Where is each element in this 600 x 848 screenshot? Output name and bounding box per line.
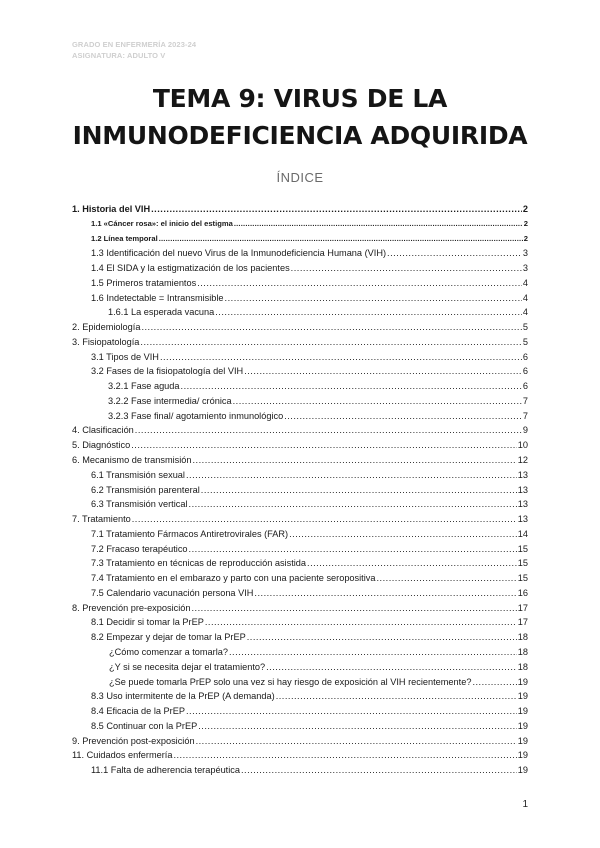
toc-leader: [140, 337, 521, 347]
toc-leader: [289, 529, 517, 539]
toc-entry-label: 11. Cuidados enfermería: [72, 750, 173, 761]
toc-leader: [141, 322, 521, 332]
toc-entry[interactable]: [72, 366, 528, 381]
toc-entry-label: 11.1 Falta de adherencia terapéutica: [91, 765, 240, 776]
toc-entry[interactable]: [72, 721, 528, 736]
toc-leader: [186, 706, 517, 716]
toc-leader: [160, 352, 522, 362]
page-title-line2: INMUNODEFICIENCIA ADQUIRIDA: [72, 121, 528, 150]
toc-entry-label: 6.3 Transmisión vertical: [91, 499, 188, 510]
toc-entry-page: 5: [522, 322, 528, 333]
toc-entry-page: 19: [517, 735, 528, 746]
toc-entry-page: 19: [517, 720, 528, 731]
toc-entry-page: 18: [517, 646, 528, 657]
toc-leader: [193, 455, 517, 465]
toc-entry-page: 19: [517, 676, 528, 687]
toc-entry[interactable]: [72, 204, 528, 219]
toc-entry-page: 7: [522, 395, 528, 406]
toc-entry[interactable]: [72, 219, 528, 234]
toc-entry[interactable]: [72, 455, 528, 470]
toc-entry-page: 16: [517, 587, 528, 598]
toc-entry-label: ¿Y si se necesita dejar el tratamiento?: [109, 661, 266, 672]
toc-entry-page: 9: [522, 425, 528, 436]
toc-entry[interactable]: [72, 293, 528, 308]
toc-leader: [472, 677, 516, 687]
toc-entry-page: 12: [517, 455, 528, 466]
toc-entry-label: 1.2 Línea temporal: [91, 233, 158, 243]
toc-entry-label: ¿Cómo comenzar a tomarla?: [109, 646, 228, 657]
toc-leader: [159, 234, 523, 243]
toc-entry-label: 1.4 El SIDA y la estigmatización de los pacientes: [91, 263, 290, 274]
toc-entry[interactable]: [72, 307, 528, 322]
toc-entry-label: 6.2 Transmisión parenteral: [91, 484, 200, 495]
toc-entry-label: 5. Diagnóstico: [72, 440, 131, 451]
toc-leader: [276, 691, 517, 701]
toc-entry-label: 7.4 Tratamiento en el embarazo y parto con una paciente seropositiva: [91, 573, 376, 584]
toc-entry-page: 2: [523, 218, 528, 228]
toc-entry[interactable]: [72, 617, 528, 632]
toc-entry-page: 15: [517, 543, 528, 554]
page-number: 1: [522, 799, 528, 810]
header-subject: ASIGNATURA: ADULTO V: [72, 51, 166, 60]
toc-entry-label: 8.4 Eficacia de la PrEP: [91, 706, 185, 717]
toc-entry[interactable]: [72, 765, 528, 780]
toc-entry-page: 7: [522, 410, 528, 421]
toc-entry[interactable]: [72, 396, 528, 411]
page-title-line1: TEMA 9: VIRUS DE LA: [152, 84, 448, 113]
toc-entry-label: ¿Se puede tomarla PrEP solo una vez si hay riesgo de exposición al VIH recientemente?: [109, 676, 472, 687]
toc-entry-label: 3.2.3 Fase final/ agotamiento inmunológico: [108, 410, 284, 421]
toc-leader: [376, 573, 516, 583]
toc-entry-label: 7.3 Tratamiento en técnicas de reproducción asistida: [91, 558, 307, 569]
toc-entry-label: 6. Mecanismo de transmisión: [72, 455, 192, 466]
toc-entry[interactable]: [72, 263, 528, 278]
toc-entry[interactable]: [72, 632, 528, 647]
toc-entry[interactable]: [72, 411, 528, 426]
toc-entry-label: 3.2 Fases de la fisiopatología del VIH: [91, 366, 244, 377]
toc-entry-page: 4: [522, 292, 528, 303]
document-header: [72, 39, 196, 61]
toc-entry-label: 9. Prevención post-exposición: [72, 735, 195, 746]
toc-leader: [201, 485, 517, 495]
toc-entry-page: 13: [517, 499, 528, 510]
toc-entry-page: 2: [523, 233, 528, 243]
toc-entry[interactable]: [72, 499, 528, 514]
toc-entry-page: 17: [517, 617, 528, 628]
toc-leader: [266, 662, 517, 672]
toc-entry-label: 1.5 Primeros tratamientos: [91, 277, 197, 288]
toc-entry[interactable]: [72, 573, 528, 588]
toc-entry-label: 3. Fisiopatología: [72, 336, 140, 347]
toc-entry-page: 18: [517, 632, 528, 643]
toc-entry[interactable]: [72, 677, 528, 692]
toc-leader: [241, 765, 517, 775]
toc-entry-page: 3: [522, 263, 528, 274]
toc-leader: [234, 219, 523, 228]
toc-entry-page: 6: [522, 366, 528, 377]
toc-entry[interactable]: [72, 352, 528, 367]
toc-leader: [135, 425, 522, 435]
toc-entry-page: 19: [517, 706, 528, 717]
toc-entry-label: 8.3 Uso intermitente de la PrEP (A demanda): [91, 691, 275, 702]
toc-entry[interactable]: [72, 558, 528, 573]
toc-entry-label: 8. Prevención pre-exposición: [72, 602, 191, 613]
toc-leader: [151, 204, 522, 214]
toc-entry-label: 7.2 Fracaso terapéutico: [91, 543, 188, 554]
toc-entry-page: 6: [522, 381, 528, 392]
toc-entry-label: 3.1 Tipos de VIH: [91, 351, 159, 362]
toc-leader: [225, 293, 522, 303]
toc-leader: [291, 263, 522, 273]
toc-leader: [191, 603, 516, 613]
toc-entry-label: 8.2 Empezar y dejar de tomar la PrEP: [91, 632, 246, 643]
toc-entry-page: 19: [517, 750, 528, 761]
toc-leader: [244, 366, 522, 376]
header-course: GRADO EN ENFERMERÍA 2023-24: [72, 40, 197, 49]
toc-leader: [215, 307, 522, 317]
toc-entry-label: 1.1 «Cáncer rosa»: el inicio del estigma: [91, 218, 233, 228]
toc-leader: [173, 750, 516, 760]
toc-entry-label: 1. Historia del VIH: [72, 204, 151, 214]
toc-entry-label: 1.6.1 La esperada vacuna: [108, 307, 215, 318]
toc-leader: [387, 248, 522, 258]
toc-entry-page: 19: [517, 691, 528, 702]
toc-entry[interactable]: [72, 647, 528, 662]
toc-entry[interactable]: [72, 736, 528, 751]
toc-entry-label: 8.1 Decidir si tomar la PrEP: [91, 617, 204, 628]
toc-entry-label: 6.1 Transmisión sexual: [91, 469, 185, 480]
toc-entry[interactable]: [72, 440, 528, 455]
toc-leader: [186, 470, 517, 480]
toc-entry-page: 13: [517, 469, 528, 480]
toc-entry[interactable]: [72, 337, 528, 352]
toc-entry-page: 14: [517, 528, 528, 539]
toc-entry-page: 2: [522, 204, 528, 214]
toc-entry-page: 4: [522, 277, 528, 288]
toc-entry[interactable]: [72, 322, 528, 337]
toc-entry-label: 3.2.1 Fase aguda: [108, 381, 180, 392]
toc-entry-page: 15: [517, 558, 528, 569]
toc-entry-label: 7. Tratamiento: [72, 514, 131, 525]
toc-leader: [189, 499, 517, 509]
toc-entry[interactable]: [72, 470, 528, 485]
toc-entry-page: 19: [517, 765, 528, 776]
toc-leader: [198, 721, 517, 731]
toc-entry-label: 1.3 Identificación del nuevo Virus de la Inmunodeficiencia Humana (VIH): [91, 248, 387, 259]
toc-entry[interactable]: [72, 603, 528, 618]
toc-leader: [307, 558, 517, 568]
toc-entry[interactable]: [72, 691, 528, 706]
toc-entry-page: 6: [522, 351, 528, 362]
toc-entry[interactable]: [72, 588, 528, 603]
toc-leader: [189, 544, 517, 554]
toc-entry-page: 3: [522, 248, 528, 259]
toc-entry-page: 4: [522, 307, 528, 318]
toc-entry-page: 13: [517, 484, 528, 495]
toc-entry-label: 7.5 Calendario vacunación persona VIH: [91, 587, 254, 598]
toc-leader: [284, 411, 522, 421]
toc-leader: [196, 736, 517, 746]
toc-entry-page: 13: [517, 514, 528, 525]
toc-entry-page: 18: [517, 661, 528, 672]
toc-entry-page: 15: [517, 573, 528, 584]
toc-leader: [233, 396, 522, 406]
toc-entry-label: 4. Clasificación: [72, 425, 134, 436]
table-of-contents: [72, 204, 528, 780]
toc-entry[interactable]: [72, 248, 528, 263]
toc-entry-label: 2. Epidemiología: [72, 322, 141, 333]
toc-entry[interactable]: [72, 514, 528, 529]
toc-entry[interactable]: [72, 706, 528, 721]
toc-entry-page: 17: [517, 602, 528, 613]
toc-entry[interactable]: [72, 529, 528, 544]
toc-leader: [205, 617, 517, 627]
toc-entry[interactable]: [72, 544, 528, 559]
toc-leader: [247, 632, 517, 642]
toc-leader: [132, 514, 517, 524]
toc-leader: [197, 278, 522, 288]
toc-entry[interactable]: [72, 381, 528, 396]
toc-entry-label: 1.6 Indetectable = Intransmisible: [91, 292, 224, 303]
toc-entry[interactable]: [72, 425, 528, 440]
toc-entry-label: 7.1 Tratamiento Fármacos Antiretrovirales (FAR): [91, 528, 289, 539]
toc-leader: [131, 440, 517, 450]
toc-entry[interactable]: [72, 278, 528, 293]
toc-leader: [181, 381, 522, 391]
toc-leader: [254, 588, 516, 598]
toc-entry[interactable]: [72, 750, 528, 765]
toc-entry[interactable]: [72, 485, 528, 500]
toc-entry-page: 10: [517, 440, 528, 451]
toc-entry[interactable]: [72, 234, 528, 249]
toc-entry-label: 8.5 Continuar con la PrEP: [91, 720, 198, 731]
toc-entry-label: 3.2.2 Fase intermedia/ crónica: [108, 395, 232, 406]
toc-entry-page: 5: [522, 336, 528, 347]
toc-entry[interactable]: [72, 662, 528, 677]
index-heading: ÍNDICE: [276, 170, 324, 185]
toc-leader: [229, 647, 517, 657]
